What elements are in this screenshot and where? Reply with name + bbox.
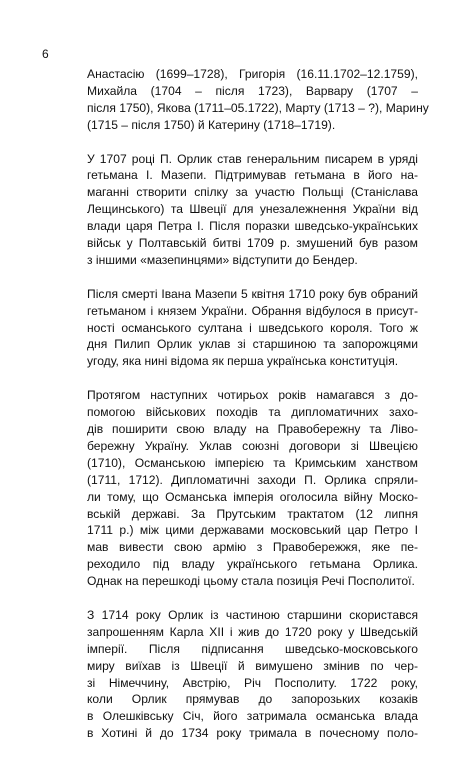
text-line: зі Німеччину, Австрію, Річ Посполиту. 1722 року, — [87, 675, 418, 690]
text-line: ності османського султана і шведського короля. Того ж — [87, 320, 418, 335]
page-number: 6 — [42, 47, 49, 61]
text-line: імперії. Після підписання шведсько-московського — [87, 641, 418, 656]
text-line: в Хотині й до 1734 року тримала в почесному поло- — [87, 726, 418, 741]
paragraph — [87, 286, 418, 371]
text-line: маганні створити спілку за участю Польщі (Станіслава — [87, 185, 418, 200]
text-line: помогою військових походів та дипломатичних захо- — [87, 405, 418, 420]
text-line: мав вивести свою армію з Правобережжя, яке пе- — [87, 540, 418, 555]
text-line: дів поширити свою владу на Правобережну та Ліво- — [87, 421, 418, 436]
text-line: (1711, 1712). Дипломатичні заходи П. Орлика спряли- — [87, 472, 418, 487]
text-line: миру виїхав із Швеції й вимушено змінив по чер- — [87, 658, 418, 673]
text-line: дня Пилип Орлик уклав зі старшиною та запорожцями — [87, 337, 418, 352]
paragraph — [87, 66, 429, 134]
text-line: Однак на перешкоді цьому стала позиція Речі Посполитої. — [87, 574, 415, 589]
text-line: (1715 – після 1750) й Катерину (1718–1719). — [87, 117, 336, 132]
text-line: з іншими «мазепинцями» відступити до Бендер. — [87, 252, 358, 267]
paragraph — [87, 387, 418, 590]
text-line: вській державі. За Прутським трактатом (12 липня — [87, 506, 418, 521]
text-line: Лещинського) та Швеції для унезалежнення України від — [87, 202, 418, 217]
text-line: гетьманом і князем України. Обрання відбулося в присут- — [87, 303, 418, 318]
text-line: реходило під владу українського гетьмана Орлика. — [87, 557, 418, 572]
text-line: гетьмана І. Мазепи. Підтримував гетьмана в його на- — [87, 168, 418, 183]
text-line: З 1714 року Орлик із частиною старшини скористався — [87, 607, 418, 622]
text-line: після 1750), Якова (1711–05.1722), Марту (1713 – ?), Марину — [87, 100, 429, 115]
text-line: У 1707 році П. Орлик став генеральним писарем в уряді — [87, 151, 418, 166]
text-line: Анастасію (1699–1728), Григорія (16.11.1702–12.1759), — [87, 67, 418, 81]
text-line: коли Орлик прямував до запорозьких козаків — [87, 692, 418, 707]
text-line: запрошенням Карла ХІІ і жив до 1720 року у Шведській — [87, 624, 418, 639]
text-line: в Олешківську Січ, його затримала османська влада — [87, 709, 418, 724]
text-line: 1711 р.) між цими державами московський цар Петро І — [87, 523, 418, 538]
text-line: Протягом наступних чотирьох років намагався з до- — [87, 388, 418, 403]
text-line: Михайла (1704 – після 1723), Варвару (1707 – — [87, 83, 418, 98]
paragraph — [87, 151, 418, 269]
body-text — [87, 66, 429, 759]
text-line: бережну Україну. Уклав союзні договори зі Швецією — [87, 438, 418, 453]
text-line: Після смерті Івана Мазепи 5 квітня 1710 року був обраний — [87, 286, 418, 301]
text-line: військ у Полтавській битві 1709 р. змушений був разом — [87, 236, 418, 251]
text-line: угоду, яка нині відома як перша українська конституція. — [87, 354, 399, 369]
text-line: влади царя Петра І. Після поразки шведсько-українських — [87, 219, 418, 234]
text-line: ли тому, що Османська імперія оголосила війну Моско- — [87, 489, 418, 504]
text-line: (1710), Османською імперією та Кримським ханством — [87, 455, 418, 470]
